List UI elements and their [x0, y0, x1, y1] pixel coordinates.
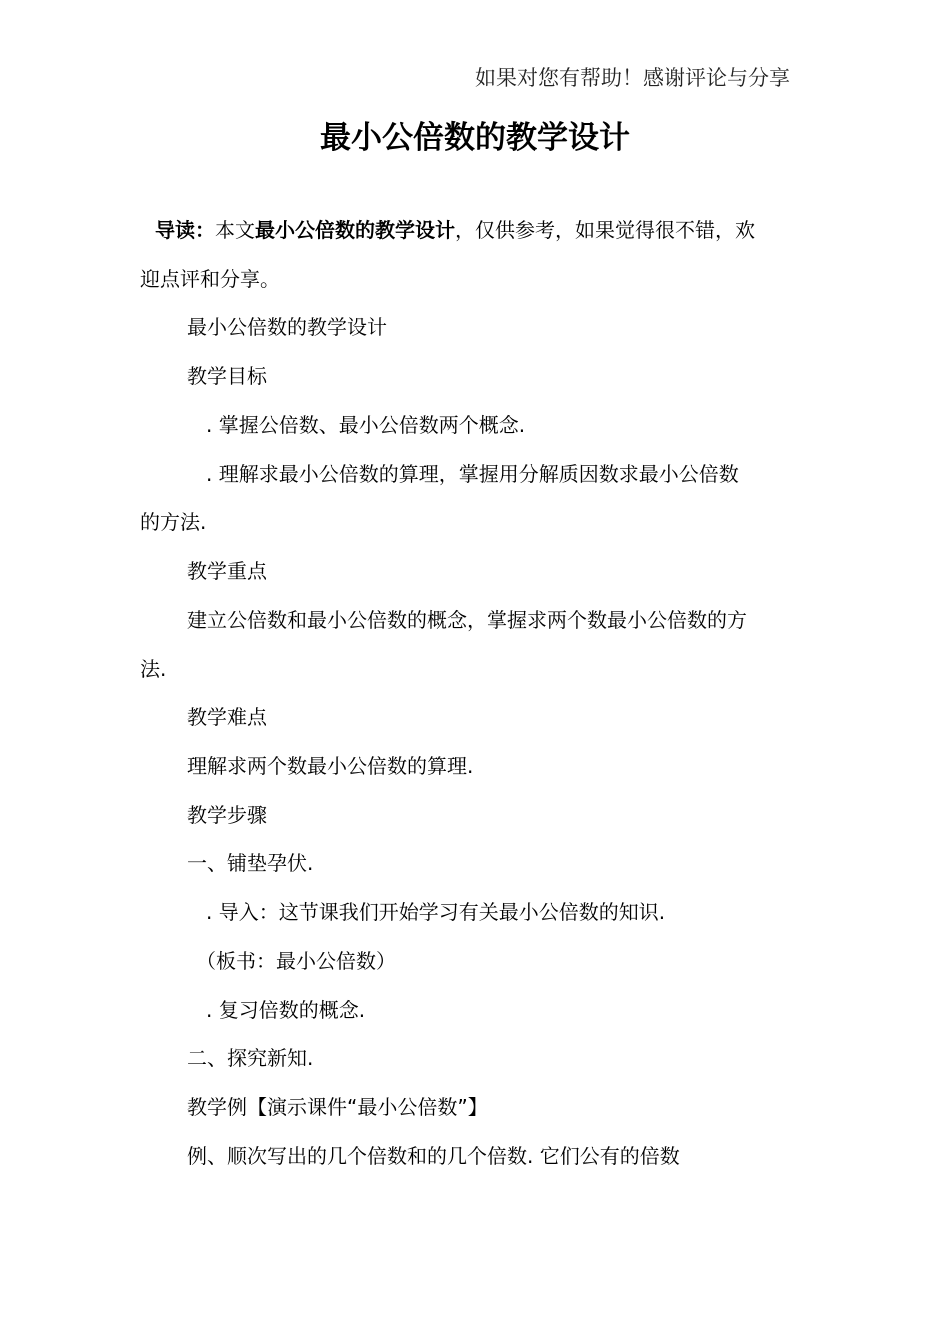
difficulty-text: 理解求两个数最小公倍数的算理.	[187, 754, 474, 778]
intro-continuation: 迎点评和分享。	[140, 267, 280, 291]
intro-post: ，仅供参考，如果觉得很不错，欢	[455, 218, 755, 242]
difficulty-heading: 教学难点	[187, 705, 267, 729]
goal-2-line-b: 的方法.	[140, 510, 207, 534]
focus-line-b: 法.	[140, 657, 167, 681]
intro-label: 导读：	[155, 218, 215, 242]
example-heading: 教学例【演示课件“最小公倍数”】	[187, 1095, 488, 1119]
step-1-heading: 一、铺垫孕伏.	[187, 851, 314, 875]
steps-heading: 教学步骤	[187, 803, 267, 827]
header-note: 如果对您有帮助！感谢评论与分享	[475, 66, 790, 90]
step-1-item-a: . 导入：这节课我们开始学习有关最小公倍数的知识.	[206, 900, 666, 924]
example-text: 例、顺次写出的几个倍数和的几个倍数. 它们公有的倍数	[187, 1144, 680, 1168]
focus-heading: 教学重点	[187, 559, 267, 583]
step-2-heading: 二、探究新知.	[187, 1046, 314, 1070]
page-title: 最小公倍数的教学设计	[320, 120, 630, 156]
step-1-item-b: . 复习倍数的概念.	[206, 998, 366, 1022]
step-1-board: （板书：最小公倍数）	[196, 949, 396, 973]
goals-heading: 教学目标	[187, 364, 267, 388]
intro-line	[155, 216, 755, 244]
goal-2-line-a: . 理解求最小公倍数的算理，掌握用分解质因数求最小公倍数	[206, 462, 739, 486]
intro-bold-title: 最小公倍数的教学设计	[255, 218, 455, 242]
focus-line-a: 建立公倍数和最小公倍数的概念，掌握求两个数最小公倍数的方	[187, 608, 747, 632]
subtitle: 最小公倍数的教学设计	[187, 315, 387, 339]
goal-1: . 掌握公倍数、最小公倍数两个概念.	[206, 413, 526, 437]
intro-pre: 本文	[215, 218, 255, 242]
